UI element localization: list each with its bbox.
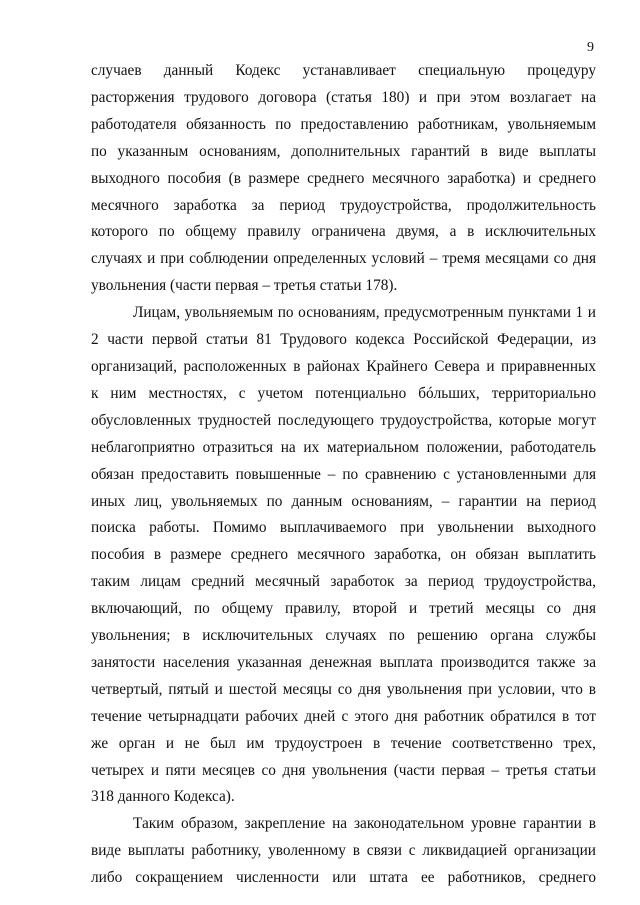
text-line: же орган и не был им трудоустроен в течение соответственно трех, — [91, 734, 596, 752]
text-line: месячного заработка за период трудоустройства, продолжительность — [91, 196, 596, 214]
text-line: случаях и при соблюдении определенных условий – тремя месяцами со дня — [91, 250, 596, 268]
text-line: таким лицам средний месячный заработок за период трудоустройства, — [91, 573, 596, 591]
text-line: неблагоприятно отразиться на их материальном положении, работодатель — [91, 438, 596, 456]
document-body — [91, 58, 596, 892]
text-line: Таким образом, закрепление на законодательном уровне гарантии в — [133, 815, 596, 833]
text-line: увольнения (части первая – третья статьи 178). — [91, 277, 398, 295]
text-line: 318 данного Кодекса). — [91, 788, 235, 806]
text-line: четвертый, пятый и шестой месяцы со дня увольнения при условии, что в — [91, 680, 596, 698]
text-line: к ним местностях, с учетом потенциально бóльших, территориально — [91, 384, 596, 402]
text-line: пособия в размере среднего месячного заработка, он обязан выплатить — [91, 546, 596, 564]
paragraph-3 — [91, 811, 596, 892]
paragraph-2 — [91, 300, 596, 811]
text-line: организаций, расположенных в районах Крайнего Севера и приравненных — [91, 357, 596, 375]
text-line: которого по общему правилу ограничена двумя, а в исключительных — [91, 223, 596, 241]
text-line: расторжения трудового договора (статья 180) и при этом возлагает на — [91, 88, 596, 106]
text-line: поиска работы. Помимо выплачиваемого при увольнении выходного — [91, 519, 596, 537]
text-line: включающий, по общему правилу, второй и третий месяцы со дня — [91, 600, 596, 618]
text-line: работодателя обязанность по предоставлению работникам, увольняемым — [91, 115, 596, 133]
text-line: течение четырнадцати рабочих дней с этого дня работник обратился в тот — [91, 707, 596, 725]
text-line: либо сокращением численности или штата ее работников, среднего — [91, 869, 596, 887]
text-line: 2 части первой статьи 81 Трудового кодекса Российской Федерации, из — [91, 331, 596, 349]
page-number: 9 — [587, 40, 594, 55]
text-line: четырех и пяти месяцев со дня увольнения (части первая – третья статьи — [91, 761, 596, 779]
paragraph-1 — [91, 58, 596, 300]
text-line: иных лиц, увольняемых по данным основаниям, – гарантии на период — [91, 492, 596, 510]
text-line: по указанным основаниям, дополнительных гарантий в виде выплаты — [91, 142, 596, 160]
text-line: случаев данный Кодекс устанавливает специальную процедуру — [91, 62, 596, 79]
text-line: увольнения; в исключительных случаях по решению органа службы — [91, 627, 596, 645]
text-line: виде выплаты работнику, уволенному в связи с ликвидацией организации — [91, 842, 596, 860]
text-line: обусловленных трудностей последующего трудоустройства, которые могут — [91, 411, 596, 429]
text-line: выходного пособия (в размере среднего месячного заработка) и среднего — [91, 169, 596, 187]
text-line: обязан предоставить повышенные – по сравнению с установленными для — [91, 465, 596, 483]
text-line: занятости населения указанная денежная выплата производится также за — [91, 653, 596, 671]
text-line: Лицам, увольняемым по основаниям, предусмотренным пунктами 1 и — [133, 304, 596, 322]
